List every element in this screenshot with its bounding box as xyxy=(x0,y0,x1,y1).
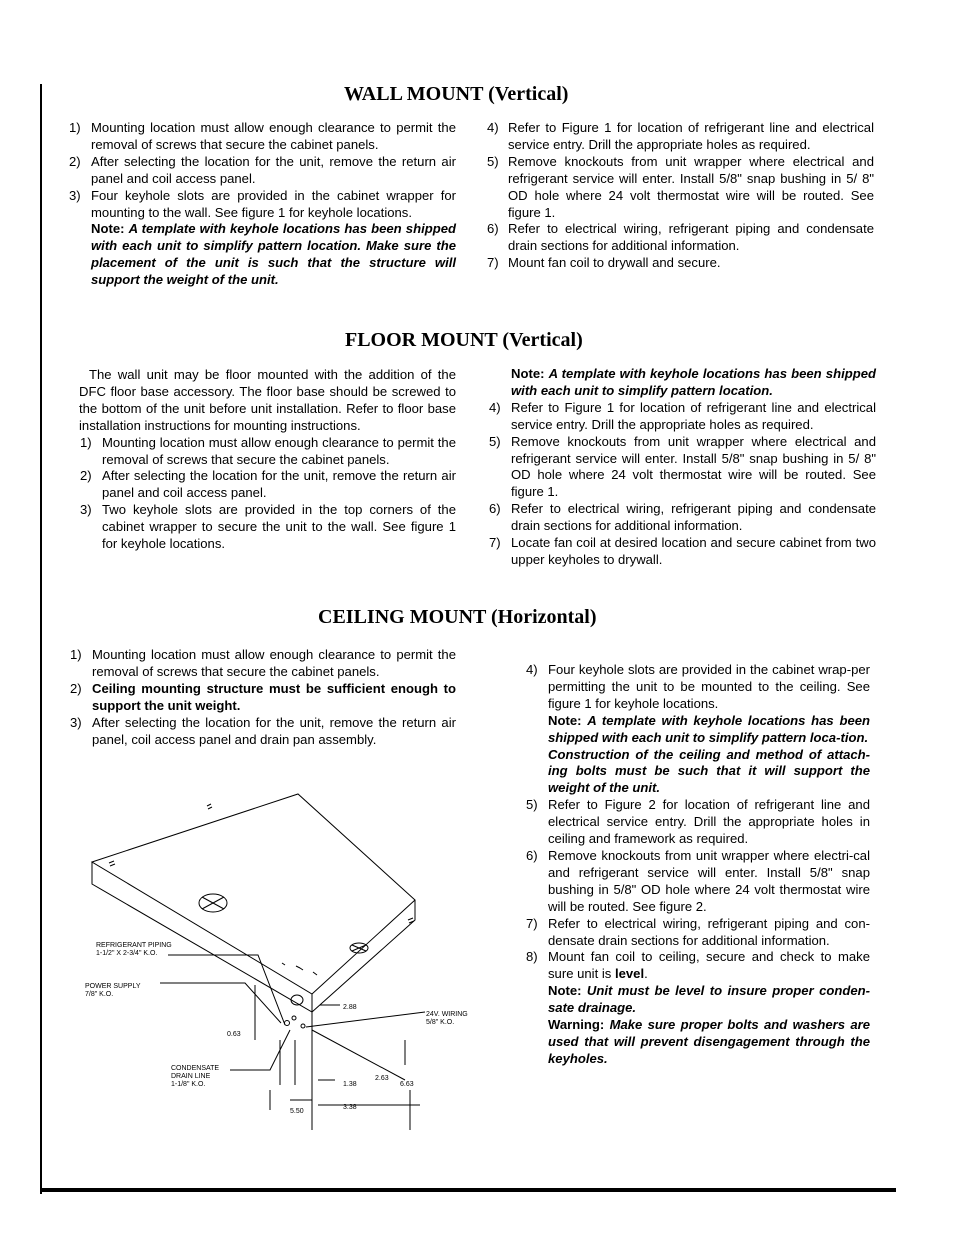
list-item xyxy=(69,120,456,154)
list-item xyxy=(70,647,456,681)
item-text: Mounting location must allow enough clearance to permit the removal of screws that secure the cabinet panels. xyxy=(92,647,456,679)
wiring-size: 5/8" K.O. xyxy=(426,1019,455,1026)
list-item xyxy=(70,681,456,715)
level-word: level xyxy=(614,966,645,982)
item-text xyxy=(548,949,870,983)
floor-intro: The wall unit may be floor mounted with the addition of the DFC floor base accessory. The floor base should be screwed to the bottom of the unit before unit installation. Refer to floor base installation instructions for mounting instructions. xyxy=(79,367,456,433)
item-number: 4) xyxy=(489,399,501,415)
refrigerant-label: REFRIGERANT PIPING xyxy=(96,942,172,949)
note-label: Note: xyxy=(91,221,125,237)
item-text: Mounting location must allow enough clearance to permit the removal of screws that secure the cabinet panels. xyxy=(102,434,456,467)
item-number: 1) xyxy=(69,120,81,135)
item-number: 7) xyxy=(489,535,501,551)
item-text: Refer to Figure 2 for location of refrigerant line and electrical service entry. Drill the appropriate holes in ceiling and framework as required. xyxy=(548,797,870,847)
dimension-3-38: 3.38 xyxy=(343,1104,357,1111)
list-item xyxy=(79,468,456,502)
item-number: 7) xyxy=(487,255,499,271)
list-item xyxy=(526,848,870,916)
unit-top-face xyxy=(92,794,415,994)
list-item xyxy=(489,501,876,535)
item-text: Locate fan coil at desired location and secure cabinet from two upper keyholes to drywall. xyxy=(511,535,876,567)
item-number: 2) xyxy=(69,153,81,169)
floor-left-column xyxy=(79,367,456,553)
item-number: 6) xyxy=(487,221,499,237)
list-item xyxy=(489,400,876,434)
power-size: 7/8" K.O. xyxy=(85,991,114,998)
floor-right-column xyxy=(489,366,876,569)
item-number: 2) xyxy=(80,468,92,484)
wall-mount-heading: WALL MOUNT (Vertical) xyxy=(344,83,569,105)
drain-label-2: DRAIN LINE xyxy=(171,1073,211,1080)
bottom-rule xyxy=(40,1188,896,1192)
item-text-start: Mount fan coil to ceiling, secure and check to make sure unit is xyxy=(548,949,870,982)
item-text: Refer to electrical wiring, refrigerant piping and condensate drain sections for additional information. xyxy=(511,501,876,534)
item-text: Four keyhole slots are provided in the cabinet wrapper for mounting to the wall. See figure 1 for keyhole locations. xyxy=(91,187,456,220)
item-text: Four keyhole slots are provided in the cabinet wrap-per permitting the unit to be mounted to the ceiling. See figure 1 for keyhole locations. xyxy=(548,662,870,711)
note-text: Unit must be level to insure proper conden-sate drainage. xyxy=(548,983,870,1016)
list-item xyxy=(79,502,456,553)
list-item xyxy=(487,120,874,154)
dimension-5-50: 5.50 xyxy=(290,1108,304,1115)
warning-text: Make sure proper bolts and washers are used that will prevent disengagement through the keyholes. xyxy=(548,1017,870,1066)
list-item xyxy=(526,916,870,950)
dimension-6-63: 6.63 xyxy=(400,1081,414,1088)
item-text: After selecting the location for the unit, remove the return air panel, coil access panel and drain pan assembly. xyxy=(92,714,456,747)
list-item xyxy=(69,188,456,222)
ceiling-right-column xyxy=(526,662,870,1068)
note-text: A template with keyhole locations has been shipped with each unit to simplify pattern location. xyxy=(511,366,876,398)
item-text: Remove knockouts from unit wrapper where electrical and refrigerant service will enter. Install 5/8" snap bushing in 5/ 8" OD hole where 24 volt thermostat wire will be routed. See figure 1. xyxy=(511,433,876,500)
item-text: Remove knockouts from unit wrapper where electrical and refrigerant service will enter. Install 5/8" snap bushing in 5/ 8" OD hole where 24 volt thermostat wire will be routed. See figure 1. xyxy=(508,153,874,220)
list-item xyxy=(489,535,876,569)
item-number: 3) xyxy=(70,714,82,730)
item-number: 7) xyxy=(526,915,538,931)
dimension-0-63: 0.63 xyxy=(227,1031,241,1038)
note-text: A template with keyhole locations has been shipped with each unit to simplify pattern loca-tion. xyxy=(548,712,871,745)
item-text: After selecting the location for the unit, remove the return air panel and coil access panel. xyxy=(102,468,456,501)
list-item xyxy=(489,434,876,502)
floor-note xyxy=(489,366,876,400)
list-item xyxy=(487,221,874,255)
wall-right-column xyxy=(487,120,874,272)
construction-note: Construction of the ceiling and method of attach-ing bolts must be such that it will support the weight of the unit. xyxy=(548,746,870,796)
item-number: 4) xyxy=(487,120,499,135)
list-item xyxy=(70,715,456,749)
item-number: 4) xyxy=(526,662,538,677)
item-text: Refer to Figure 1 for location of refrigerant line and electrical service entry. Drill the appropriate holes as required. xyxy=(508,120,874,152)
list-item xyxy=(79,435,456,469)
dimension-2-88: 2.88 xyxy=(343,1004,357,1011)
wall-left-column xyxy=(69,120,456,289)
item-number: 1) xyxy=(70,647,82,662)
item-number: 5) xyxy=(526,797,538,813)
left-margin-rule xyxy=(40,84,42,1194)
item-number: 3) xyxy=(69,187,81,203)
list-item xyxy=(487,154,874,222)
item-number: 3) xyxy=(80,502,92,518)
list-item xyxy=(526,797,870,848)
item-number: 5) xyxy=(487,153,499,169)
note-label: Note: xyxy=(548,983,582,999)
item-number: 1) xyxy=(80,434,92,450)
item-text: After selecting the location for the unit, remove the return air panel and coil access panel. xyxy=(91,153,456,186)
item-number: 5) xyxy=(489,433,501,449)
refrigerant-size: 1-1/2" X 2-3/4" K.O. xyxy=(96,950,158,957)
wall-note xyxy=(69,221,456,289)
ceiling-mount-heading: CEILING MOUNT (Horizontal) xyxy=(318,606,597,628)
list-item xyxy=(526,949,870,983)
ceiling-note xyxy=(526,713,870,747)
dimension-2-63: 2.63 xyxy=(375,1075,389,1082)
warning-note xyxy=(526,1017,870,1068)
item-text-end: . xyxy=(644,966,648,982)
item-text: Refer to electrical wiring, refrigerant piping and condensate drain sections for additional information. xyxy=(508,221,874,254)
unit-side-edge xyxy=(312,900,415,1012)
list-item xyxy=(69,154,456,188)
level-note xyxy=(526,983,870,1017)
item-text: Refer to electrical wiring, refrigerant piping and con-densate drain sections for additional information. xyxy=(548,915,870,948)
warning-label: Warning: xyxy=(548,1017,605,1033)
note-label: Note: xyxy=(511,366,545,381)
list-item xyxy=(526,662,870,713)
keyhole-mark-icon xyxy=(109,861,115,866)
power-label: POWER SUPPLY xyxy=(85,983,141,990)
ceiling-left-column xyxy=(70,647,456,748)
item-text: Two keyhole slots are provided in the top corners of the cabinet wrapper to secure the unit to the wall. See figure 1 for keyhole locations. xyxy=(102,502,456,552)
item-number: 6) xyxy=(489,501,501,517)
drain-label: CONDENSATE xyxy=(171,1065,220,1072)
item-text: Ceiling mounting structure must be sufficient enough to support the unit weight. xyxy=(92,680,456,713)
item-text: Mount fan coil to drywall and secure. xyxy=(508,255,721,271)
ceiling-unit-diagram xyxy=(80,790,500,1135)
note-text: A template with keyhole locations has been shipped with each unit to simplify pattern location. Make sure the placement of the unit is such that the structure will support the weight of the unit. xyxy=(91,221,456,288)
keyhole-mark-icon xyxy=(207,804,212,809)
item-text: Remove knockouts from unit wrapper where electri-cal and refrigerant service will enter. Install 5/8" snap bushing in 5/8" OD hole where 24 volt thermostat wire will be routed. See figure 2. xyxy=(548,847,870,914)
drain-size: 1-1/8" K.O. xyxy=(171,1081,206,1088)
item-number: 6) xyxy=(526,847,538,863)
dimension-1-38: 1.38 xyxy=(343,1081,357,1088)
wiring-label: 24V. WIRING xyxy=(426,1011,468,1018)
item-number: 8) xyxy=(526,949,538,965)
item-number: 2) xyxy=(70,680,82,696)
note-label: Note: xyxy=(548,712,582,728)
floor-mount-heading: FLOOR MOUNT (Vertical) xyxy=(345,329,583,351)
list-item xyxy=(487,255,874,272)
item-text: Mounting location must allow enough clearance to permit the removal of screws that secure the cabinet panels. xyxy=(91,120,456,152)
item-text: Refer to Figure 1 for location of refrigerant line and electrical service entry. Drill the appropriate holes as required. xyxy=(511,399,876,432)
